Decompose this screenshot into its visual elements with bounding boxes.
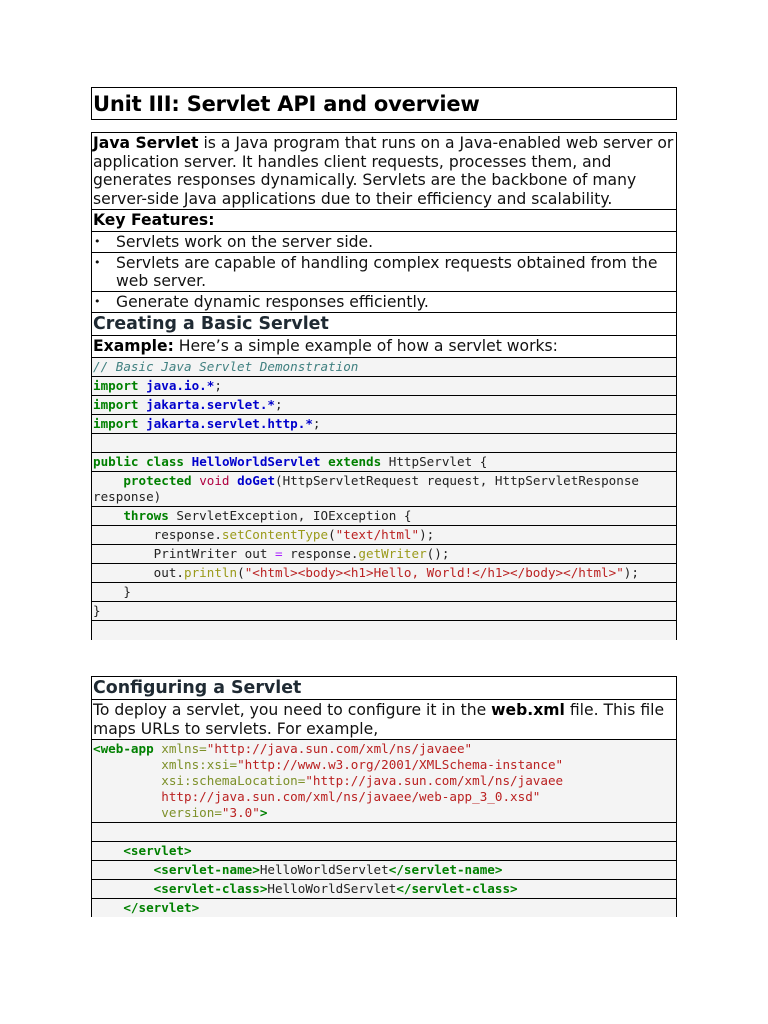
code-token: println xyxy=(184,564,238,580)
code-token: HttpServlet { xyxy=(381,453,488,469)
code-token: class xyxy=(146,453,185,469)
code-token: out. xyxy=(93,564,185,580)
code-token: } xyxy=(93,583,131,599)
code-token xyxy=(93,789,161,804)
code-token: } xyxy=(93,602,101,618)
code-token: HelloWorldServlet xyxy=(267,881,397,897)
code-token xyxy=(93,900,123,915)
code-token: "http://java.sun.com/xml/ns/javaee" xyxy=(206,741,473,757)
code-token xyxy=(93,805,161,820)
code-token: HelloWorldServlet xyxy=(191,453,321,469)
code-token: <servlet-class> xyxy=(153,881,268,897)
code-token xyxy=(139,416,147,431)
code-token xyxy=(139,454,147,469)
code-token: PrintWriter out xyxy=(93,545,275,561)
code-token xyxy=(93,773,161,788)
code-token: <servlet-name> xyxy=(153,862,260,878)
code-line xyxy=(92,602,676,621)
intro-paragraph xyxy=(92,133,676,210)
code-line xyxy=(92,899,676,917)
code-line xyxy=(92,861,676,880)
code-token xyxy=(93,881,154,896)
code-line xyxy=(92,583,676,602)
code-line xyxy=(92,453,676,472)
code-token: doGet xyxy=(237,472,276,488)
code-token: http://java.sun.com/xml/ns/javaee/web-app_3_0.xsd" xyxy=(161,789,541,805)
code-token xyxy=(139,397,147,412)
code-token: (); xyxy=(426,545,450,561)
code-token xyxy=(184,454,192,469)
code-token: jakarta.servlet.http.* xyxy=(146,415,313,431)
feature-item xyxy=(92,292,676,313)
code-token: ServletException, IOException { xyxy=(168,507,412,523)
code-token xyxy=(93,862,154,877)
code-token: "text/html" xyxy=(335,526,420,542)
code-line xyxy=(92,472,676,507)
code-line xyxy=(92,842,676,861)
code-token xyxy=(93,508,123,523)
example-label: Example: xyxy=(93,336,174,355)
example-intro xyxy=(92,336,676,358)
code-token: ; xyxy=(312,415,321,431)
code-token: version= xyxy=(161,805,222,821)
config-text-after: file. This file maps URLs to servlets. For example, xyxy=(93,701,665,738)
code-line xyxy=(92,434,676,453)
code-token: import xyxy=(93,377,139,393)
code-token: import xyxy=(93,396,139,412)
code-token: ); xyxy=(419,526,435,542)
example-text: Here’s a simple example of how a servlet works: xyxy=(173,336,558,355)
code-line xyxy=(92,396,676,415)
code-token: xmlns= xyxy=(161,741,207,757)
bullet-icon: • xyxy=(94,294,101,308)
code-token: HelloWorldServlet xyxy=(259,862,389,878)
intro-text: is a Java program that runs on a Java-enabled web server or application server. It handles client requests, processes them, and generates responses dynamically. Servlets are the backbone of many server-side Java applications due to their efficiency and scalability. xyxy=(93,134,674,208)
code-token: import xyxy=(93,415,139,431)
code-token: "<html><body><h1>Hello, World!</h1></body></html>" xyxy=(244,564,624,580)
code-token: = xyxy=(275,545,283,561)
code-token: <servlet> xyxy=(123,843,192,859)
feature-text: Servlets work on the server side. xyxy=(116,232,374,251)
code-token xyxy=(93,843,123,858)
code-token: "http://www.w3.org/2001/XMLSchema-instance" xyxy=(237,757,564,773)
feature-item xyxy=(92,253,676,292)
code-token: getWriter xyxy=(358,545,427,561)
bullet-icon: • xyxy=(94,255,101,269)
servlet-intro-section xyxy=(91,132,677,640)
code-token: <web-app xyxy=(93,741,154,757)
code-token: xsi:schemaLocation= xyxy=(161,773,306,789)
code-token: </servlet-class> xyxy=(396,881,518,897)
code-token: java.io.* xyxy=(146,377,215,393)
config-paragraph xyxy=(92,700,676,740)
code-line xyxy=(92,621,676,640)
feature-text: Generate dynamic responses efficiently. xyxy=(116,292,429,311)
java-code-block xyxy=(92,358,676,640)
code-token: </servlet> xyxy=(123,900,200,916)
code-token: "3.0" xyxy=(221,805,260,821)
code-token: setContentType xyxy=(221,526,329,542)
code-token xyxy=(139,378,147,393)
intro-term: Java Servlet xyxy=(93,134,199,152)
code-token: </servlet-name> xyxy=(388,862,503,878)
basic-servlet-heading: Creating a Basic Servlet xyxy=(92,313,676,336)
key-features-heading: Key Features: xyxy=(92,210,676,232)
title-box xyxy=(91,87,677,120)
code-token: public xyxy=(93,453,139,469)
config-text-before: To deploy a servlet, you need to configure it in the xyxy=(93,701,492,719)
config-section xyxy=(91,676,677,917)
code-token: response. xyxy=(282,545,359,561)
code-token: jakarta.servlet.* xyxy=(146,396,275,412)
code-token: (HttpServletRequest request, HttpServletResponse response) xyxy=(93,472,647,504)
code-token: void xyxy=(199,472,230,488)
xml-code-block xyxy=(92,740,676,917)
code-token: ); xyxy=(623,564,639,580)
code-line xyxy=(92,823,676,842)
code-token: protected xyxy=(123,472,192,488)
code-line xyxy=(92,564,676,583)
code-token: // Basic Java Servlet Demonstration xyxy=(93,358,359,374)
code-token: ; xyxy=(275,396,283,412)
code-line xyxy=(92,880,676,899)
code-token: throws xyxy=(123,507,169,523)
page-title: Unit III: Servlet API and overview xyxy=(93,92,480,116)
code-token: ( xyxy=(237,564,245,580)
code-line xyxy=(92,545,676,564)
code-token: ( xyxy=(328,526,336,542)
code-token: "http://java.sun.com/xml/ns/javaee xyxy=(305,773,564,789)
code-line xyxy=(92,507,676,526)
config-text-bold: web.xml xyxy=(491,701,565,719)
code-line xyxy=(92,377,676,396)
feature-text: Servlets are capable of handling complex requests obtained from the web server. xyxy=(116,253,658,290)
bullet-icon: • xyxy=(94,234,101,248)
code-token xyxy=(93,473,123,488)
code-line xyxy=(92,526,676,545)
code-token: xmlns:xsi= xyxy=(161,757,238,773)
code-token: extends xyxy=(328,453,382,469)
code-line xyxy=(92,358,676,377)
code-token xyxy=(321,454,329,469)
feature-item xyxy=(92,232,676,253)
code-token: > xyxy=(259,805,268,821)
code-line xyxy=(92,740,676,823)
code-token xyxy=(93,757,161,772)
code-token: response. xyxy=(93,526,222,542)
config-heading: Configuring a Servlet xyxy=(92,677,676,700)
code-line xyxy=(92,415,676,434)
code-token xyxy=(230,473,238,488)
code-token: ; xyxy=(214,377,222,393)
